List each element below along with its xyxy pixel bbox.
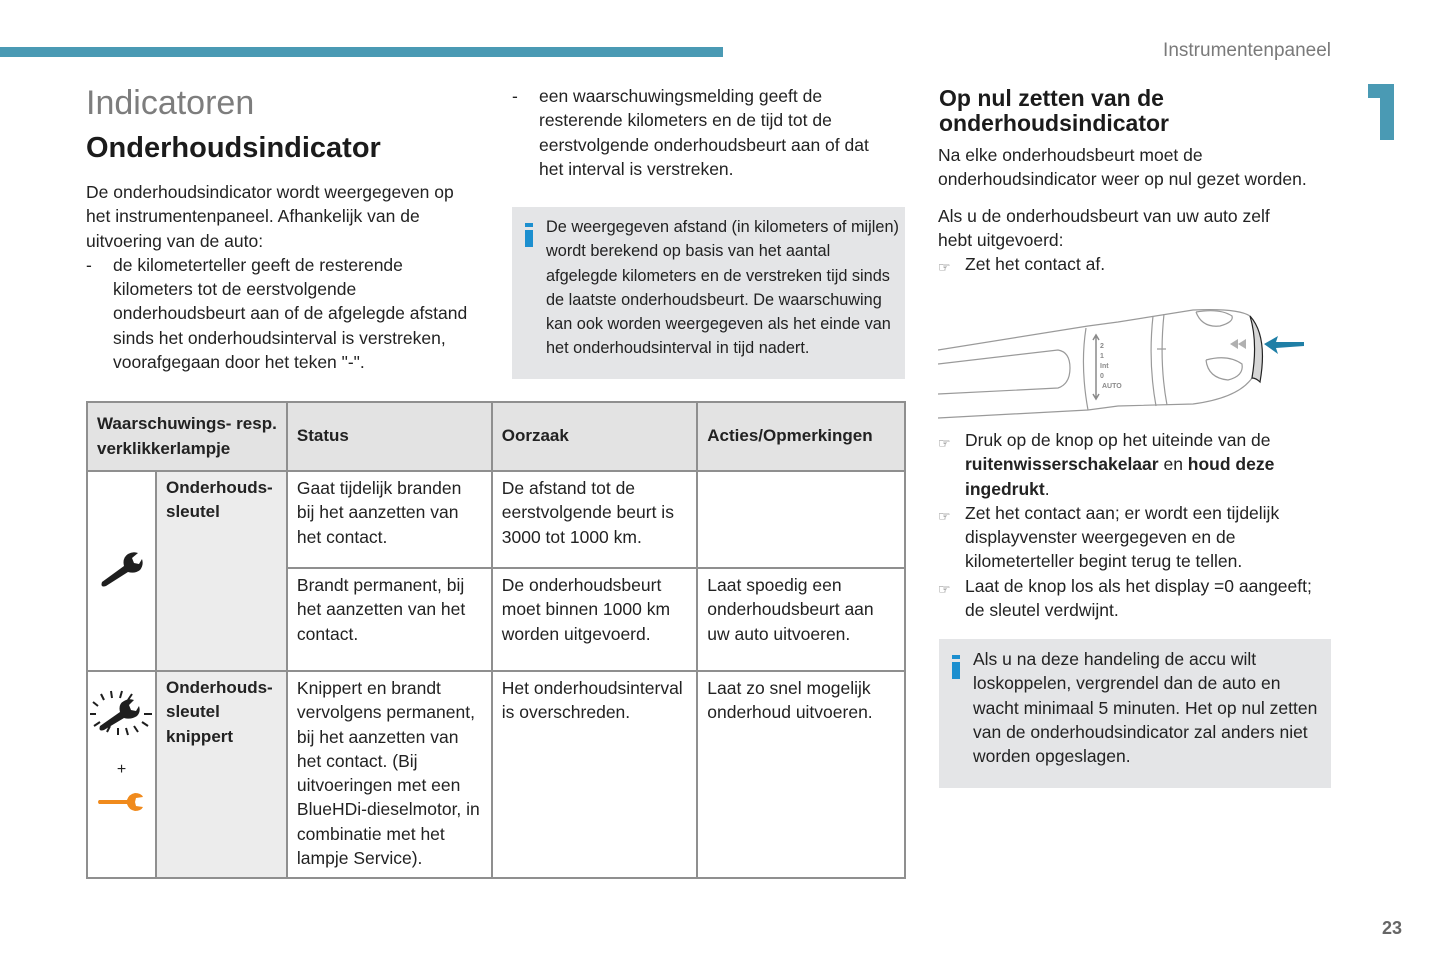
list-item xyxy=(512,84,904,181)
section-title: Indicatoren xyxy=(86,84,255,122)
svg-text:AUTO: AUTO xyxy=(1102,383,1122,390)
intro-text xyxy=(86,180,486,374)
info-text: De weergegeven afstand (in kilometers of mijlen) wordt berekend op basis van het aantal afgelegde kilometers en de verstreken tijd sinds de laatste onderhoudsbeurt. De waarschuwing kan ook worden weergegeven als het einde van het onderhoudsinterval in tijd nadert. xyxy=(546,218,899,358)
status-cell: Gaat tijdelijk branden bij het aanzetten van het contact. xyxy=(287,471,492,568)
wrench-icon xyxy=(98,548,144,588)
pointing-hand-icon: ☞ xyxy=(938,580,951,597)
header-accent-bar xyxy=(0,47,723,57)
steps-list xyxy=(938,252,1333,279)
action-cell: Laat zo snel mogelijk onderhoud uitvoeren. xyxy=(697,671,905,878)
svg-text:Int: Int xyxy=(1100,363,1109,370)
svg-text:2: 2 xyxy=(1100,343,1104,350)
wrench-orange-icon xyxy=(97,791,145,813)
reset-intro xyxy=(938,143,1333,279)
status-cell: Knippert en brandt vervolgens permanent, bij het aanzetten van het contact. (Bij uitvoeringen met een BlueHDi-dieselmotor, in combinatie met het lampje Service). xyxy=(287,671,492,878)
pointing-hand-icon: ☞ xyxy=(938,259,951,276)
info-text: Als u na deze handeling de accu wilt loskoppelen, vergrendel dan de auto en wacht minimaal 5 minuten. Het op nul zetten van de onderhoudsindicator zal anders niet worden opgeslagen. xyxy=(973,649,1318,767)
pointing-hand-icon: ☞ xyxy=(938,435,951,451)
dash-marker: - xyxy=(512,86,518,106)
plus-sign: + xyxy=(116,761,127,779)
info-box xyxy=(939,639,1331,788)
step-item xyxy=(938,501,1330,574)
column-header: Waarschuwings- resp. verklikkerlampje xyxy=(87,402,287,471)
table-row xyxy=(87,671,905,878)
svg-text:0: 0 xyxy=(1100,373,1104,380)
column-header: Status xyxy=(287,402,492,471)
steps-list-2 xyxy=(938,428,1330,622)
step-item xyxy=(938,428,1330,501)
status-cell: Brandt permanent, bij het aanzetten van het contact. xyxy=(287,568,492,671)
step-text: Zet het contact aan; er wordt een tijdelijk displayvenster weergegeven en de kilometerteller begint terug te tellen. xyxy=(965,502,1280,572)
step-text: Laat de knop los als het display =0 aangeeft; de sleutel verdwijnt. xyxy=(965,575,1312,621)
wrench-blinking-icon xyxy=(88,686,154,746)
section-name: Instrumentenpaneel xyxy=(1163,40,1331,61)
cause-cell: De onderhoudsbeurt moet binnen 1000 km worden uitgevoerd. xyxy=(492,568,698,671)
dash-marker: - xyxy=(86,254,92,275)
list-item xyxy=(86,253,486,374)
column-header: Oorzaak xyxy=(492,402,698,471)
arrow-icon xyxy=(1264,336,1304,354)
step-text: Druk op de knop op het uiteinde van de ruitenwisserschakelaar en houd deze ingedrukt. xyxy=(965,430,1275,499)
page-title: Onderhoudsindicator xyxy=(86,132,381,164)
page-number: 23 xyxy=(1382,918,1403,938)
svg-text:1: 1 xyxy=(1100,353,1104,360)
middle-text xyxy=(512,84,904,181)
indicator-name: Onderhouds- sleutel knippert xyxy=(156,671,287,878)
intro-paragraph: De onderhoudsindicator wordt weergegeven op het instrumentenpaneel. Afhankelijk van de uitvoering van de auto: xyxy=(86,182,454,251)
action-cell: Laat spoedig een onderhoudsbeurt aan uw auto uitvoeren. xyxy=(697,568,905,671)
paragraph: Na elke onderhoudsbeurt moet de onderhoudsindicator weer op nul gezet worden. xyxy=(938,145,1307,190)
info-box xyxy=(512,207,905,379)
step-item xyxy=(938,574,1330,623)
pointing-hand-icon: ☞ xyxy=(938,507,951,524)
step-item xyxy=(938,252,1333,279)
action-cell xyxy=(697,471,905,568)
indicator-table xyxy=(86,401,906,879)
reset-title: Op nul zetten van de onderhoudsindicator xyxy=(939,85,1169,136)
list-item-text: de kilometerteller geeft de resterende kilometers tot de eerstvolgende onderhoudsbeurt aan of de afgelegde afstand sinds het onderhoudsinterval is verstreken, voorafgegaan door het teken "-". xyxy=(113,254,468,373)
step-text: Zet het contact af. xyxy=(965,254,1106,275)
wiper-stalk-illustration xyxy=(938,302,1310,422)
cause-cell: De afstand tot de eerstvolgende beurt is 3000 tot 1000 km. xyxy=(492,471,698,568)
indicator-icon-cell xyxy=(87,671,156,878)
list-item-text: een waarschuwingsmelding geeft de resterende kilometers en de tijd tot de eerstvolgende onderhoudsbeurt aan of dat het interval is verstreken. xyxy=(539,86,869,179)
column-header: Acties/Opmerkingen xyxy=(697,402,905,471)
indicator-icon-cell xyxy=(87,471,156,671)
table-header-row xyxy=(87,402,905,471)
cause-cell: Het onderhoudsinterval is overschreden. xyxy=(492,671,698,878)
indicator-name: Onderhouds- sleutel xyxy=(156,471,287,671)
table-row xyxy=(87,471,905,568)
paragraph: Als u de onderhoudsbeurt van uw auto zelf hebt uitgevoerd: xyxy=(938,205,1270,250)
chapter-number-badge xyxy=(1368,84,1394,140)
